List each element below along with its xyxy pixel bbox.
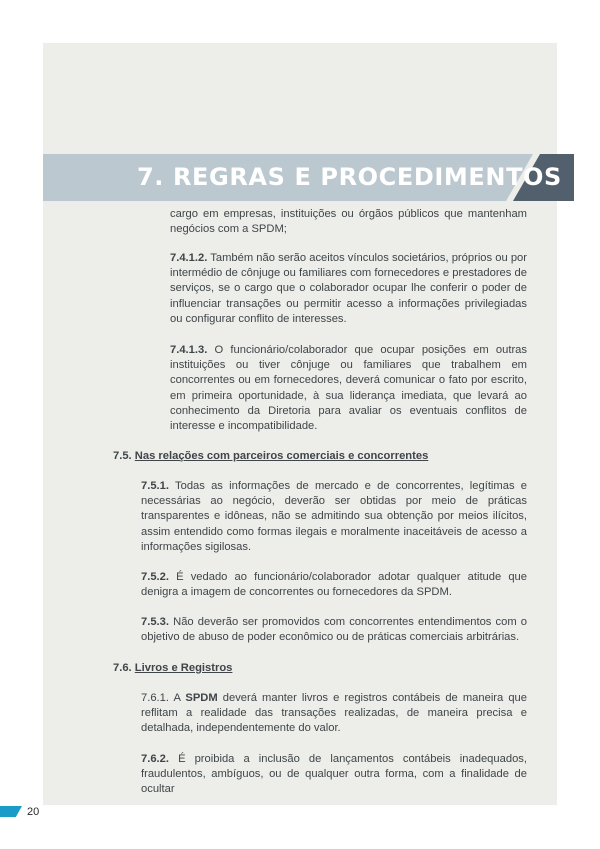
organization-name: SPDM (185, 692, 218, 704)
paragraph-number: 7.4.1.3. (170, 344, 208, 356)
paragraph-text: Todas as informações de mercado e de concorrentes, legítimas e necessárias ao negócio, deverão ser obtidas por meio de práticas transparentes e idôneas, não se admitindo sua obtenção por meios ilícitos, assim entendido como formas ilegais e moralmente inaceitáveis de acesso a informações sigilosas. (141, 480, 527, 553)
paragraph-7-4-1-3 (170, 343, 527, 434)
heading-text: Nas relações com parceiros comerciais e concorrentes (134, 450, 429, 462)
paragraph-7-5-1 (141, 479, 527, 555)
section-title: 7. REGRAS E PROCEDIMENTOS (137, 163, 562, 191)
paragraph-number: 7.4.1.2. (170, 252, 208, 264)
paragraph-text: Também não serão aceitos vínculos societários, próprios ou por intermédio de cônjuge ou familiares com fornecedores e prestadores de serviços, se o cargo que o colaborador ocupar lhe conferir o poder de influenciar transações ou permitir acesso a informações privilegiadas ou configurar conflito de interesses. (170, 252, 527, 325)
page-number: 20 (27, 806, 40, 818)
paragraph-text: cargo em empresas, instituições ou órgãos públicos que mantenham negócios com a SPDM; (170, 208, 527, 236)
paragraph-number: 7.5.2. (141, 571, 169, 583)
paragraph-7-4-1-2 (170, 251, 527, 327)
paragraph-text: deverá manter livros e registros contábeis de maneira que reflitam a realidade das transações realizadas, de maneira precisa e detalhada, independentemente do valor. (141, 692, 527, 735)
paragraph-text: Não deverão ser promovidos com concorrentes entendimentos com o objetivo de abuso de poder econômico ou de práticas comerciais arbitrárias. (141, 616, 527, 644)
paragraph-7-5-2 (141, 570, 527, 600)
paragraph-continuation (170, 207, 527, 237)
paragraph-7-5-3 (141, 615, 527, 645)
paragraph-7-6-1 (141, 691, 527, 737)
heading-number: 7.6. (113, 662, 132, 674)
paragraph-number: 7.6.2. (141, 753, 169, 765)
paragraph-text: É vedado ao funcionário/colaborador adotar qualquer atitude que denigra a imagem de concorrentes ou fornecedores da SPDM. (141, 571, 527, 599)
paragraph-7-6-2 (141, 752, 527, 798)
section-heading-7-6 (113, 661, 533, 676)
paragraph-text: O funcionário/colaborador que ocupar posições em outras instituições ou tiver cônjuge ou familiares que trabalhem em concorrentes ou em fornecedores, deverá comunicar o fato por escrito, em primeira oportunidade, à sua liderança imediata, que levará ao conhecimento da Diretoria para avaliar os eventuais conflitos de interesse e incompatibilidade. (170, 344, 527, 433)
paragraph-text: É proibida a inclusão de lançamentos contábeis inadequados, fraudulentos, ambíguos, ou de qualquer outra forma, com a finalidade de ocultar (141, 753, 527, 796)
heading-text: Livros e Registros (134, 662, 233, 674)
section-heading-7-5 (113, 449, 533, 464)
paragraph-number: 7.5.3. (141, 616, 169, 628)
heading-number: 7.5. (113, 450, 132, 462)
paragraph-number: 7.6.1. A (141, 692, 186, 704)
paragraph-number: 7.5.1. (141, 480, 169, 492)
